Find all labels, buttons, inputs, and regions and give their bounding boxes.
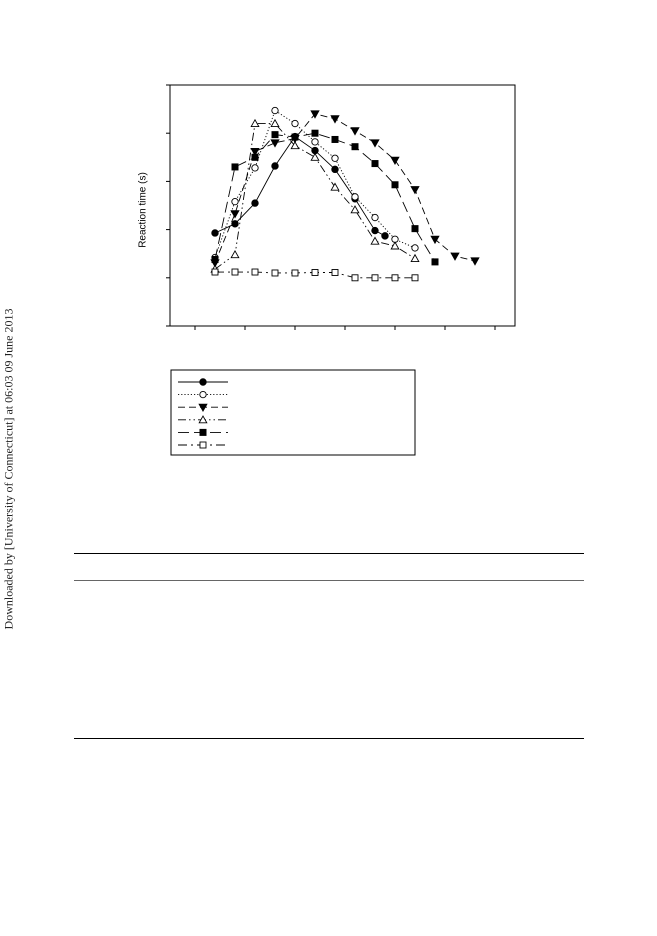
legend-marker [200,391,206,397]
data-point [411,187,419,194]
legend-marker [200,429,206,435]
data-point [432,259,438,265]
y-axis-label-text: Reaction time (s) [137,172,149,248]
data-point [212,269,218,275]
legend-entry-5 [178,429,228,435]
table-top-rule [74,553,584,554]
data-point [372,161,378,167]
data-point [272,163,278,169]
data-point [312,130,318,136]
data-point [352,144,358,150]
data-point [312,269,318,275]
table-header-rule [74,580,584,581]
data-point [312,139,318,145]
data-point [231,211,239,218]
series-6 [212,269,418,281]
series-5 [212,130,438,265]
data-point [412,275,418,281]
data-point [231,251,239,258]
data-point [331,116,339,123]
data-point [272,270,278,276]
data-point [392,275,398,281]
data-point [332,136,338,142]
table-bottom-rule [74,738,584,739]
legend-marker [200,442,206,448]
series-3 [211,111,479,267]
data-point [232,221,238,227]
data-point [372,227,378,233]
data-point [252,154,258,160]
data-point [382,233,388,239]
data-point [292,270,298,276]
data-point [232,164,238,170]
plot-frame [170,85,515,326]
chart-axes [166,85,515,330]
data-point [311,154,319,161]
data-point [212,230,218,236]
data-point [412,245,418,251]
data-point [411,255,419,262]
data-point [471,258,479,265]
data-point [292,134,298,140]
series-layer [211,107,479,280]
data-point [251,120,259,127]
data-point [232,269,238,275]
series-line [215,137,385,236]
data-point [271,140,279,147]
data-point [352,275,358,281]
data-point [272,107,278,113]
data-point [371,140,379,147]
legend-entry-6 [178,442,228,448]
data-point [252,269,258,275]
data-point [372,214,378,220]
legend-box [171,370,415,455]
data-point [232,198,238,204]
data-point [451,253,459,260]
data-point [371,237,379,244]
chart-legend [171,370,415,455]
data-point [252,165,258,171]
data-point [351,128,359,135]
legend-marker [200,379,206,385]
data-point [391,157,399,164]
legend-entry-4 [178,416,228,423]
legend-entry-2 [178,391,228,397]
data-point [352,194,358,200]
data-point [331,183,339,190]
legend-entry-1 [178,379,228,385]
data-point [252,200,258,206]
data-point [332,166,338,172]
data-point [212,256,218,262]
data-point [292,120,298,126]
download-notice-text: Downloaded by [University of Connecticut] at 06:03 09 June 2013 [1,308,16,630]
data-point [332,269,338,275]
legend-entry-3 [178,404,228,411]
data-point [351,206,359,213]
data-point [332,155,338,161]
data-point [272,132,278,138]
data-point [372,275,378,281]
data-point [271,120,279,127]
data-point [392,182,398,188]
data-point [412,226,418,232]
series-1 [212,133,388,239]
